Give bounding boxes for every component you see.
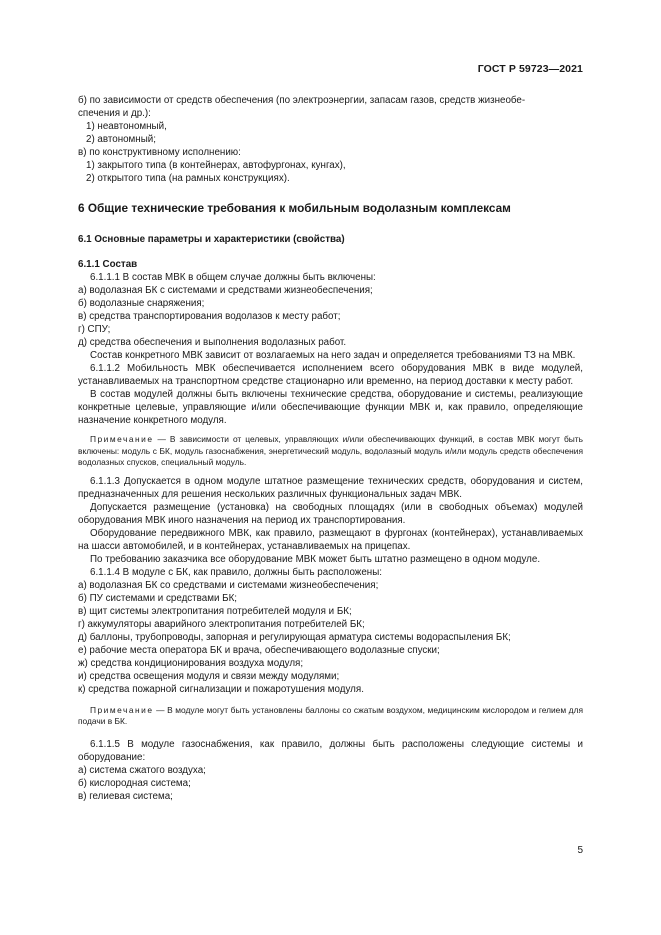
- note-text: — В модуле могут быть установлены баллоны со сжатым воздухом, медицинским кислородом и гелием для подачи в БК.: [78, 704, 583, 726]
- page-number: 5: [577, 845, 583, 856]
- list-item: к) средства пожарной сигнализации и пожаротушения модуля.: [78, 683, 364, 695]
- intro-b-line2: спечения и др.):: [78, 108, 151, 119]
- section-6-1-1-heading: 6.1.1 Состав: [78, 259, 138, 270]
- para-6-1-1-4: 6.1.1.4 В модуле с БК, как правило, должны быть расположены:: [90, 566, 382, 578]
- list-item: а) водолазная БК со средствами и системами жизнеобеспечения;: [78, 579, 379, 591]
- list-item: б) кислородная система;: [78, 777, 191, 789]
- list-item: г) аккумуляторы аварийного электропитания потребителей БК;: [78, 618, 365, 630]
- standard-header: ГОСТ Р 59723—2021: [477, 63, 583, 75]
- para-modules: В состав модулей должны быть включены технические средства, оборудование и системы, реализующие конкретные целевые, управляющие и/или обеспечивающие функции МВК и, как правило, определяющие назначение конкретного модуля.: [78, 389, 583, 426]
- list-item: а) система сжатого воздуха;: [78, 764, 206, 776]
- section-6-heading: 6 Общие технические требования к мобильным водолазным комплексам: [78, 201, 511, 215]
- para-6-1-1-2: 6.1.1.2 Мобильность МВК обеспечивается исполнением всего оборудования МВК в виде модулей, устанавливаемых на транспортном средстве стационарно или временно, на период доставки к месту работ.: [78, 363, 583, 387]
- note-2: [78, 705, 583, 728]
- intro-v2: 2) открытого типа (на рамных конструкциях).: [86, 173, 290, 184]
- page-content: [78, 94, 583, 803]
- list-item: б) водолазные снаряжения;: [78, 298, 205, 309]
- para-6-1-1-5: 6.1.1.5 В модуле газоснабжения, как правило, должны быть расположены следующие системы и оборудование:: [78, 738, 583, 763]
- intro-b1: 1) неавтономный,: [86, 121, 167, 132]
- intro-v: в) по конструктивному исполнению:: [78, 147, 241, 158]
- list-item: в) щит системы электропитания потребителей модуля и БК;: [78, 605, 352, 617]
- intro-v1: 1) закрытого типа (в контейнерах, автофургонах, кунгах),: [86, 160, 346, 171]
- list-item: д) баллоны, трубопроводы, запорная и регулирующая арматура системы водораспыления БК;: [78, 631, 511, 643]
- para-placement: Допускается размещение (установка) на свободных площадях (или в свободных объемах) модулей оборудования МВК иного назначения на период их транспортирования.: [78, 501, 583, 526]
- section-6-1-heading: 6.1 Основные параметры и характеристики (свойства): [78, 234, 345, 245]
- list-item: в) средства транспортирования водолазов к месту работ;: [78, 311, 341, 322]
- para-6-1-1-1: 6.1.1.1 В состав МВК в общем случае должны быть включены:: [90, 272, 376, 283]
- para-customer: По требованию заказчика все оборудование МВК может быть штатно размещено в одном модуле.: [90, 553, 541, 565]
- list-item: в) гелиевая система;: [78, 790, 173, 802]
- intro-b2: 2) автономный;: [86, 134, 156, 145]
- note-1: [78, 434, 583, 469]
- note-label: Примечание: [90, 434, 154, 444]
- para-6-1-1-3: 6.1.1.3 Допускается в одном модуле штатное размещение технических средств, оборудования и систем, предназначенных для решения нескольких различных функциональных задач МВК.: [78, 475, 583, 500]
- note-label: Примечание: [90, 704, 154, 715]
- list-item: г) СПУ;: [78, 324, 111, 335]
- list-item: д) средства обеспечения и выполнения водолазных работ.: [78, 337, 347, 348]
- intro-b-line1: б) по зависимости от средств обеспечения (по электроэнергии, запасам газов, средств жизнеобе-: [78, 95, 526, 106]
- list-item: ж) средства кондиционирования воздуха модуля;: [78, 657, 304, 669]
- list-item: б) ПУ системами и средствами БК;: [78, 592, 237, 604]
- note-text: — В зависимости от целевых, управляющих и/или обеспечивающих функций, в состав МВК могут быть включены: модуль с БК, модуль газоснабжения, энергетический модуль, водолазный модуль и/или модуль средств обеспечения водолазных спусков, специальный модуль.: [78, 434, 583, 467]
- para-composition: Состав конкретного МВК зависит от возлагаемых на него задач и определяется требованиями ТЗ на МВК.: [90, 350, 576, 361]
- para-equipment: Оборудование передвижного МВК, как правило, размещают в фургонах (контейнерах), устанавливаемых на шасси автомобилей, и в контейнерах, устанавливаемых на прицепах.: [78, 527, 583, 552]
- list-item: е) рабочие места оператора БК и врача, обеспечивающего водолазные спуски;: [78, 644, 440, 656]
- list-item: а) водолазная БК с системами и средствами жизнеобеспечения;: [78, 285, 373, 296]
- list-item: и) средства освещения модуля и связи между модулями;: [78, 670, 340, 682]
